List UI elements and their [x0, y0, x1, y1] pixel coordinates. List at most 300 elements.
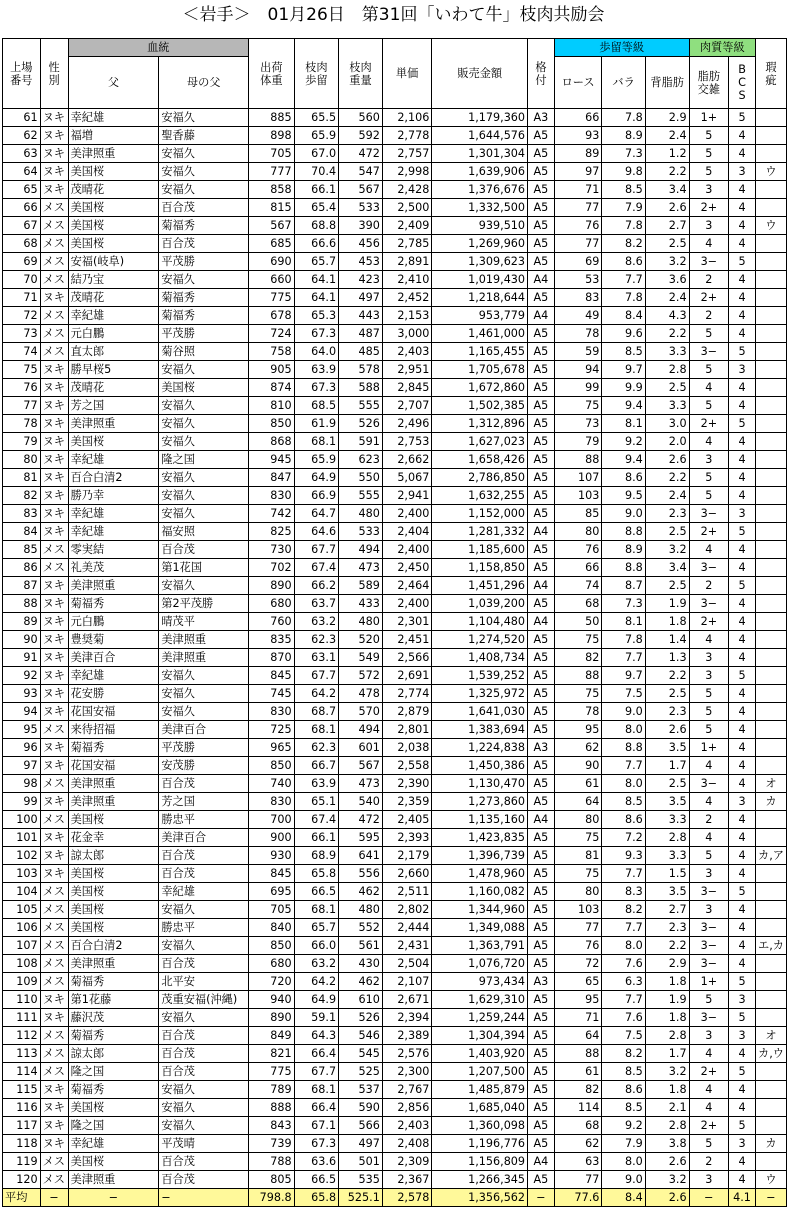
cell-defect: [755, 613, 786, 631]
cell-rib: 8.5: [602, 1099, 645, 1117]
cell-back-fat: 2.6: [645, 1153, 689, 1171]
cell-ship-weight: 849: [249, 1027, 295, 1045]
cell-sale-amount: 1,076,720: [432, 955, 528, 973]
table-row: [3, 289, 787, 307]
header-unit-price: 単価: [382, 39, 432, 109]
cell-sex: ヌキ: [40, 505, 68, 523]
cell-sale-amount: 1,641,030: [432, 703, 528, 721]
cell-back-fat: 3.3: [645, 343, 689, 361]
cell-marbling: 4: [689, 1045, 729, 1063]
cell-rib: 8.6: [602, 253, 645, 271]
cell-sex: メス: [40, 973, 68, 991]
table-row: [3, 793, 787, 811]
cell-defect: [755, 523, 786, 541]
cell-sex: ヌキ: [40, 163, 68, 181]
cell-sire: 菊福秀: [68, 1027, 159, 1045]
table-row: [3, 145, 787, 163]
table-row: [3, 829, 787, 847]
header-loin: ロース: [554, 57, 602, 109]
cell-sex: ヌキ: [40, 415, 68, 433]
cell-loin: 114: [554, 1099, 602, 1117]
cell-bcs: 4: [729, 325, 756, 343]
cell-grade: A4: [528, 271, 555, 289]
table-row: [3, 739, 787, 757]
cell-sex: ヌキ: [40, 649, 68, 667]
cell-back-fat: 2.5: [645, 235, 689, 253]
cell-bcs: 5: [729, 343, 756, 361]
cell-ship-weight: 758: [249, 343, 295, 361]
cell-rib: 9.2: [602, 433, 645, 451]
cell-bcs: 4: [729, 595, 756, 613]
cell-dam-sire: 安福久: [159, 1081, 249, 1099]
cell-unit-price: 2,511: [382, 883, 432, 901]
cell-rib: 7.7: [602, 919, 645, 937]
cell-marbling: 3−: [689, 559, 729, 577]
cell-dam-sire: 第1花国: [159, 559, 249, 577]
cell-grade: A5: [528, 703, 555, 721]
cell-ship-weight: 705: [249, 145, 295, 163]
cell-dress-pct: 67.4: [294, 811, 338, 829]
cell-sale-amount: 1,130,470: [432, 775, 528, 793]
cell-back-fat: 2.3: [645, 505, 689, 523]
cell-marbling: 5: [689, 847, 729, 865]
cell-dress-pct: 64.0: [294, 343, 338, 361]
cell-lot-no: 78: [3, 415, 41, 433]
cell-marbling: 5: [689, 361, 729, 379]
cell-sire: 美津照重: [68, 775, 159, 793]
cell-lot-no: 108: [3, 955, 41, 973]
cell-dam-sire: 百合茂: [159, 847, 249, 865]
cell-lot-no: 95: [3, 721, 41, 739]
cell-rib: 8.5: [602, 793, 645, 811]
cell-grade: A5: [528, 865, 555, 883]
cell-unit-price: 2,400: [382, 505, 432, 523]
cell-sex: ヌキ: [40, 1081, 68, 1099]
cell-lot-no: 94: [3, 703, 41, 721]
cell-unit-price: 2,778: [382, 127, 432, 145]
cell-defect: [755, 199, 786, 217]
cell-lot-no: 92: [3, 667, 41, 685]
table-row: [3, 109, 787, 127]
cell-dam-sire: 百合茂: [159, 1027, 249, 1045]
cell-sale-amount: 1,152,000: [432, 505, 528, 523]
cell-lot-no: 106: [3, 919, 41, 937]
cell-grade: A5: [528, 235, 555, 253]
table-row: [3, 1153, 787, 1171]
cell-loin: 95: [554, 721, 602, 739]
cell-dam-sire: 勝忠平: [159, 811, 249, 829]
cell-rib: 8.5: [602, 181, 645, 199]
cell-defect: [755, 865, 786, 883]
cell-dam-sire: 百合茂: [159, 1045, 249, 1063]
cell-sale-amount: 1,705,678: [432, 361, 528, 379]
cell-back-fat: 1.8: [645, 1009, 689, 1027]
cell-rib: 8.5: [602, 343, 645, 361]
cell-sale-amount: 1,269,960: [432, 235, 528, 253]
cell-rib: 6.3: [602, 973, 645, 991]
cell-ship-weight: 900: [249, 829, 295, 847]
cell-sale-amount: 1,266,345: [432, 1171, 528, 1189]
cell-sire: 隆之国: [68, 1117, 159, 1135]
cell-sale-amount: 1,309,623: [432, 253, 528, 271]
cell-sex: ヌキ: [40, 451, 68, 469]
cell-grade: A5: [528, 829, 555, 847]
cell-marbling: 2: [689, 307, 729, 325]
cell-bcs: 4: [729, 955, 756, 973]
cell-carcass-weight: 497: [339, 1135, 383, 1153]
cell-dress-pct: 65.3: [294, 307, 338, 325]
cell-carcass-weight: 497: [339, 289, 383, 307]
cell-sire: 第1花藤: [68, 991, 159, 1009]
cell-back-fat: 2.8: [645, 1117, 689, 1135]
cell-rib: 7.7: [602, 757, 645, 775]
cell-marbling: 3−: [689, 955, 729, 973]
table-row: [3, 1045, 787, 1063]
cell-back-fat: 2.6: [645, 199, 689, 217]
cell-ship-weight: 821: [249, 1045, 295, 1063]
header-rib: バラ: [602, 57, 645, 109]
cell-grade: A5: [528, 505, 555, 523]
cell-defect: [755, 595, 786, 613]
cell-rib: 8.2: [602, 901, 645, 919]
cell-loin: 107: [554, 469, 602, 487]
cell-unit-price: 2,403: [382, 1117, 432, 1135]
cell-back-fat: 3.3: [645, 811, 689, 829]
cell-sale-amount: 1,259,244: [432, 1009, 528, 1027]
cell-grade: A5: [528, 361, 555, 379]
cell-grade: A5: [528, 757, 555, 775]
cell-bcs: 4: [729, 379, 756, 397]
cell-defect: [755, 145, 786, 163]
cell-lot-no: 85: [3, 541, 41, 559]
cell-dress-pct: 66.4: [294, 1099, 338, 1117]
cell-sire: 美津照重: [68, 577, 159, 595]
cell-back-fat: 3.3: [645, 397, 689, 415]
header-back-fat: 背脂肪: [645, 57, 689, 109]
cell-dam-sire: 安福久: [159, 271, 249, 289]
cell-bcs: 4: [729, 451, 756, 469]
cell-dress-pct: 66.5: [294, 1171, 338, 1189]
cell-loin: 69: [554, 253, 602, 271]
cell-ship-weight: 815: [249, 199, 295, 217]
cell-ship-weight: 810: [249, 397, 295, 415]
cell-dam-sire: 福安照: [159, 523, 249, 541]
cell-marbling: 5: [689, 703, 729, 721]
cell-ship-weight: 660: [249, 271, 295, 289]
cell-back-fat: 1.4: [645, 631, 689, 649]
cell-unit-price: 2,405: [382, 811, 432, 829]
cell-ship-weight: 725: [249, 721, 295, 739]
cell-rib: 8.3: [602, 883, 645, 901]
cell-sire: 幸紀雄: [68, 307, 159, 325]
cell-back-fat: 2.8: [645, 829, 689, 847]
header-sex: 性 別: [40, 39, 68, 109]
cell-bcs: 4: [729, 235, 756, 253]
cell-ship-weight: 760: [249, 613, 295, 631]
table-row: [3, 991, 787, 1009]
cell-sale-amount: 1,639,906: [432, 163, 528, 181]
cell-rib: 9.4: [602, 451, 645, 469]
cell-lot-no: 117: [3, 1117, 41, 1135]
cell-unit-price: 2,566: [382, 649, 432, 667]
cell-grade: A5: [528, 775, 555, 793]
cell-marbling: 5: [689, 469, 729, 487]
cell-sire: 美国桜: [68, 235, 159, 253]
cell-marbling: 5: [689, 721, 729, 739]
table-row: [3, 955, 787, 973]
cell-sire: 豊奨菊: [68, 631, 159, 649]
cell-rib: 8.4: [602, 307, 645, 325]
cell-dress-pct: 63.2: [294, 613, 338, 631]
cell-marbling: 5: [689, 397, 729, 415]
cell-dress-pct: 68.9: [294, 847, 338, 865]
cell-rib: 7.8: [602, 109, 645, 127]
cell-rib: 7.8: [602, 631, 645, 649]
cell-bcs: 5: [729, 415, 756, 433]
cell-loin: 77: [554, 919, 602, 937]
cell-sex: ヌキ: [40, 397, 68, 415]
cell-sale-amount: 1,658,426: [432, 451, 528, 469]
cell-dress-pct: 65.9: [294, 127, 338, 145]
cell-back-fat: 3.5: [645, 883, 689, 901]
cell-rib: 9.5: [602, 487, 645, 505]
cell-marbling: 4: [689, 793, 729, 811]
cell-sex: ヌキ: [40, 181, 68, 199]
cell-marbling: 3: [689, 667, 729, 685]
cell-sex: ヌキ: [40, 523, 68, 541]
cell-dam-sire: 百合茂: [159, 775, 249, 793]
cell-carcass-weight: 556: [339, 865, 383, 883]
cell-dress-pct: 67.0: [294, 145, 338, 163]
cell-back-fat: 2.3: [645, 703, 689, 721]
cell-loin: 88: [554, 1045, 602, 1063]
cell-sex: ヌキ: [40, 703, 68, 721]
cell-marbling: 4: [689, 235, 729, 253]
cell-sex: メス: [40, 811, 68, 829]
cell-sex: ヌキ: [40, 613, 68, 631]
table-row: [3, 901, 787, 919]
cell-back-fat: 2.3: [645, 919, 689, 937]
cell-sale-amount: 1,461,000: [432, 325, 528, 343]
cell-ship-weight: 885: [249, 109, 295, 127]
table-row: [3, 487, 787, 505]
cell-marbling: 3−: [689, 253, 729, 271]
cell-rib: 8.6: [602, 1081, 645, 1099]
cell-lot-no: 67: [3, 217, 41, 235]
cell-loin: 85: [554, 505, 602, 523]
cell-carcass-weight: 561: [339, 937, 383, 955]
cell-loin: 78: [554, 325, 602, 343]
cell-rib: 7.2: [602, 829, 645, 847]
cell-marbling: 3: [689, 901, 729, 919]
cell-loin: 94: [554, 361, 602, 379]
cell-loin: 99: [554, 379, 602, 397]
cell-marbling: 2+: [689, 199, 729, 217]
cell-sex: ヌキ: [40, 685, 68, 703]
table-row: [3, 325, 787, 343]
header-grade: 格 付: [528, 39, 555, 109]
cell-bcs: 4: [729, 433, 756, 451]
cell-lot-no: 119: [3, 1153, 41, 1171]
cell-sex: ヌキ: [40, 739, 68, 757]
cell-carcass-weight: 525: [339, 1063, 383, 1081]
cell-sex: ヌキ: [40, 379, 68, 397]
cell-ship-weight: 850: [249, 415, 295, 433]
cell-sex: ヌキ: [40, 595, 68, 613]
cell-dress-pct: 66.6: [294, 235, 338, 253]
cell-dam-sire: 勝忠平: [159, 919, 249, 937]
cell-carcass-weight: 601: [339, 739, 383, 757]
average-cell-sale-amount: 1,356,562: [432, 1189, 528, 1207]
cell-loin: 59: [554, 343, 602, 361]
cell-sire: 美国桜: [68, 865, 159, 883]
cell-dress-pct: 68.1: [294, 1081, 338, 1099]
cell-defect: [755, 361, 786, 379]
table-row: [3, 757, 787, 775]
cell-ship-weight: 720: [249, 973, 295, 991]
table-row: [3, 685, 787, 703]
header-meat-grade: 肉質等級: [689, 39, 755, 57]
cell-rib: 9.3: [602, 847, 645, 865]
cell-dress-pct: 65.5: [294, 109, 338, 127]
cell-carcass-weight: 473: [339, 559, 383, 577]
cell-sire: 百合白清2: [68, 937, 159, 955]
cell-lot-no: 82: [3, 487, 41, 505]
cell-bcs: 4: [729, 919, 756, 937]
cell-grade: A5: [528, 397, 555, 415]
cell-carcass-weight: 462: [339, 973, 383, 991]
cell-carcass-weight: 589: [339, 577, 383, 595]
cell-carcass-weight: 480: [339, 901, 383, 919]
cell-marbling: 1+: [689, 739, 729, 757]
cell-sale-amount: 1,644,576: [432, 127, 528, 145]
cell-unit-price: 2,660: [382, 865, 432, 883]
average-cell-bcs: 4.1: [729, 1189, 756, 1207]
cell-defect: [755, 415, 786, 433]
cell-back-fat: 2.6: [645, 451, 689, 469]
cell-sire: 百合白清2: [68, 469, 159, 487]
cell-carcass-weight: 533: [339, 523, 383, 541]
cell-defect: [755, 253, 786, 271]
cell-rib: 8.8: [602, 559, 645, 577]
cell-dress-pct: 63.2: [294, 955, 338, 973]
cell-ship-weight: 965: [249, 739, 295, 757]
cell-rib: 7.6: [602, 955, 645, 973]
cell-unit-price: 2,408: [382, 1135, 432, 1153]
cell-carcass-weight: 423: [339, 271, 383, 289]
cell-sire: 菊福秀: [68, 1081, 159, 1099]
cell-rib: 8.9: [602, 127, 645, 145]
cell-defect: [755, 559, 786, 577]
cell-bcs: 4: [729, 199, 756, 217]
cell-lot-no: 75: [3, 361, 41, 379]
cell-defect: [755, 577, 786, 595]
cell-sire: 隆之国: [68, 1063, 159, 1081]
cell-lot-no: 77: [3, 397, 41, 415]
cell-sale-amount: 1,629,310: [432, 991, 528, 1009]
cell-loin: 103: [554, 487, 602, 505]
cell-bcs: 4: [729, 1099, 756, 1117]
cell-carcass-weight: 433: [339, 595, 383, 613]
cell-ship-weight: 898: [249, 127, 295, 145]
cell-dress-pct: 68.8: [294, 217, 338, 235]
cell-sire: 花安勝: [68, 685, 159, 703]
cell-carcass-weight: 578: [339, 361, 383, 379]
table-row: [3, 361, 787, 379]
cell-carcass-weight: 550: [339, 469, 383, 487]
cell-sale-amount: 1,185,600: [432, 541, 528, 559]
cell-loin: 88: [554, 451, 602, 469]
cell-sale-amount: 1,423,835: [432, 829, 528, 847]
cell-bcs: 5: [729, 577, 756, 595]
cell-dress-pct: 63.7: [294, 595, 338, 613]
cell-dress-pct: 68.1: [294, 901, 338, 919]
cell-marbling: 5: [689, 991, 729, 1009]
cell-ship-weight: 567: [249, 217, 295, 235]
cell-sale-amount: 1,312,896: [432, 415, 528, 433]
cell-back-fat: 1.3: [645, 649, 689, 667]
cell-defect: [755, 289, 786, 307]
cell-sex: メス: [40, 199, 68, 217]
cell-lot-no: 79: [3, 433, 41, 451]
cell-lot-no: 68: [3, 235, 41, 253]
cell-lot-no: 86: [3, 559, 41, 577]
cell-sire: 美国桜: [68, 163, 159, 181]
cell-dam-sire: 安福久: [159, 901, 249, 919]
cell-rib: 8.7: [602, 577, 645, 595]
cell-sire: 福増: [68, 127, 159, 145]
cell-unit-price: 2,500: [382, 199, 432, 217]
cell-grade: A5: [528, 991, 555, 1009]
cell-dam-sire: 安福久: [159, 703, 249, 721]
table-row: [3, 649, 787, 667]
cell-marbling: 3: [689, 1171, 729, 1189]
cell-bcs: 5: [729, 973, 756, 991]
cell-grade: A5: [528, 685, 555, 703]
cell-sex: メス: [40, 217, 68, 235]
cell-dam-sire: 百合茂: [159, 235, 249, 253]
cell-dam-sire: 百合茂: [159, 865, 249, 883]
cell-defect: [755, 811, 786, 829]
cell-loin: 75: [554, 865, 602, 883]
cell-bcs: 5: [729, 253, 756, 271]
table-row: [3, 163, 787, 181]
cell-marbling: 3: [689, 451, 729, 469]
cell-defect: ウ: [755, 217, 786, 235]
cell-carcass-weight: 390: [339, 217, 383, 235]
table-row: [3, 307, 787, 325]
cell-rib: 8.8: [602, 523, 645, 541]
table-row: [3, 865, 787, 883]
cell-dress-pct: 68.7: [294, 703, 338, 721]
cell-carcass-weight: 545: [339, 1045, 383, 1063]
cell-sex: ヌキ: [40, 145, 68, 163]
cell-back-fat: 2.5: [645, 379, 689, 397]
cell-defect: [755, 433, 786, 451]
cell-sire: 幸紀雄: [68, 109, 159, 127]
cell-sale-amount: 1,218,644: [432, 289, 528, 307]
cell-sale-amount: 2,786,850: [432, 469, 528, 487]
cell-carcass-weight: 549: [339, 649, 383, 667]
cell-sex: ヌキ: [40, 829, 68, 847]
cell-defect: [755, 505, 786, 523]
table-row: [3, 1171, 787, 1189]
cell-rib: 7.7: [602, 865, 645, 883]
cell-loin: 75: [554, 631, 602, 649]
cell-unit-price: 2,496: [382, 415, 432, 433]
cell-sex: メス: [40, 343, 68, 361]
cell-sire: 花国安福: [68, 703, 159, 721]
